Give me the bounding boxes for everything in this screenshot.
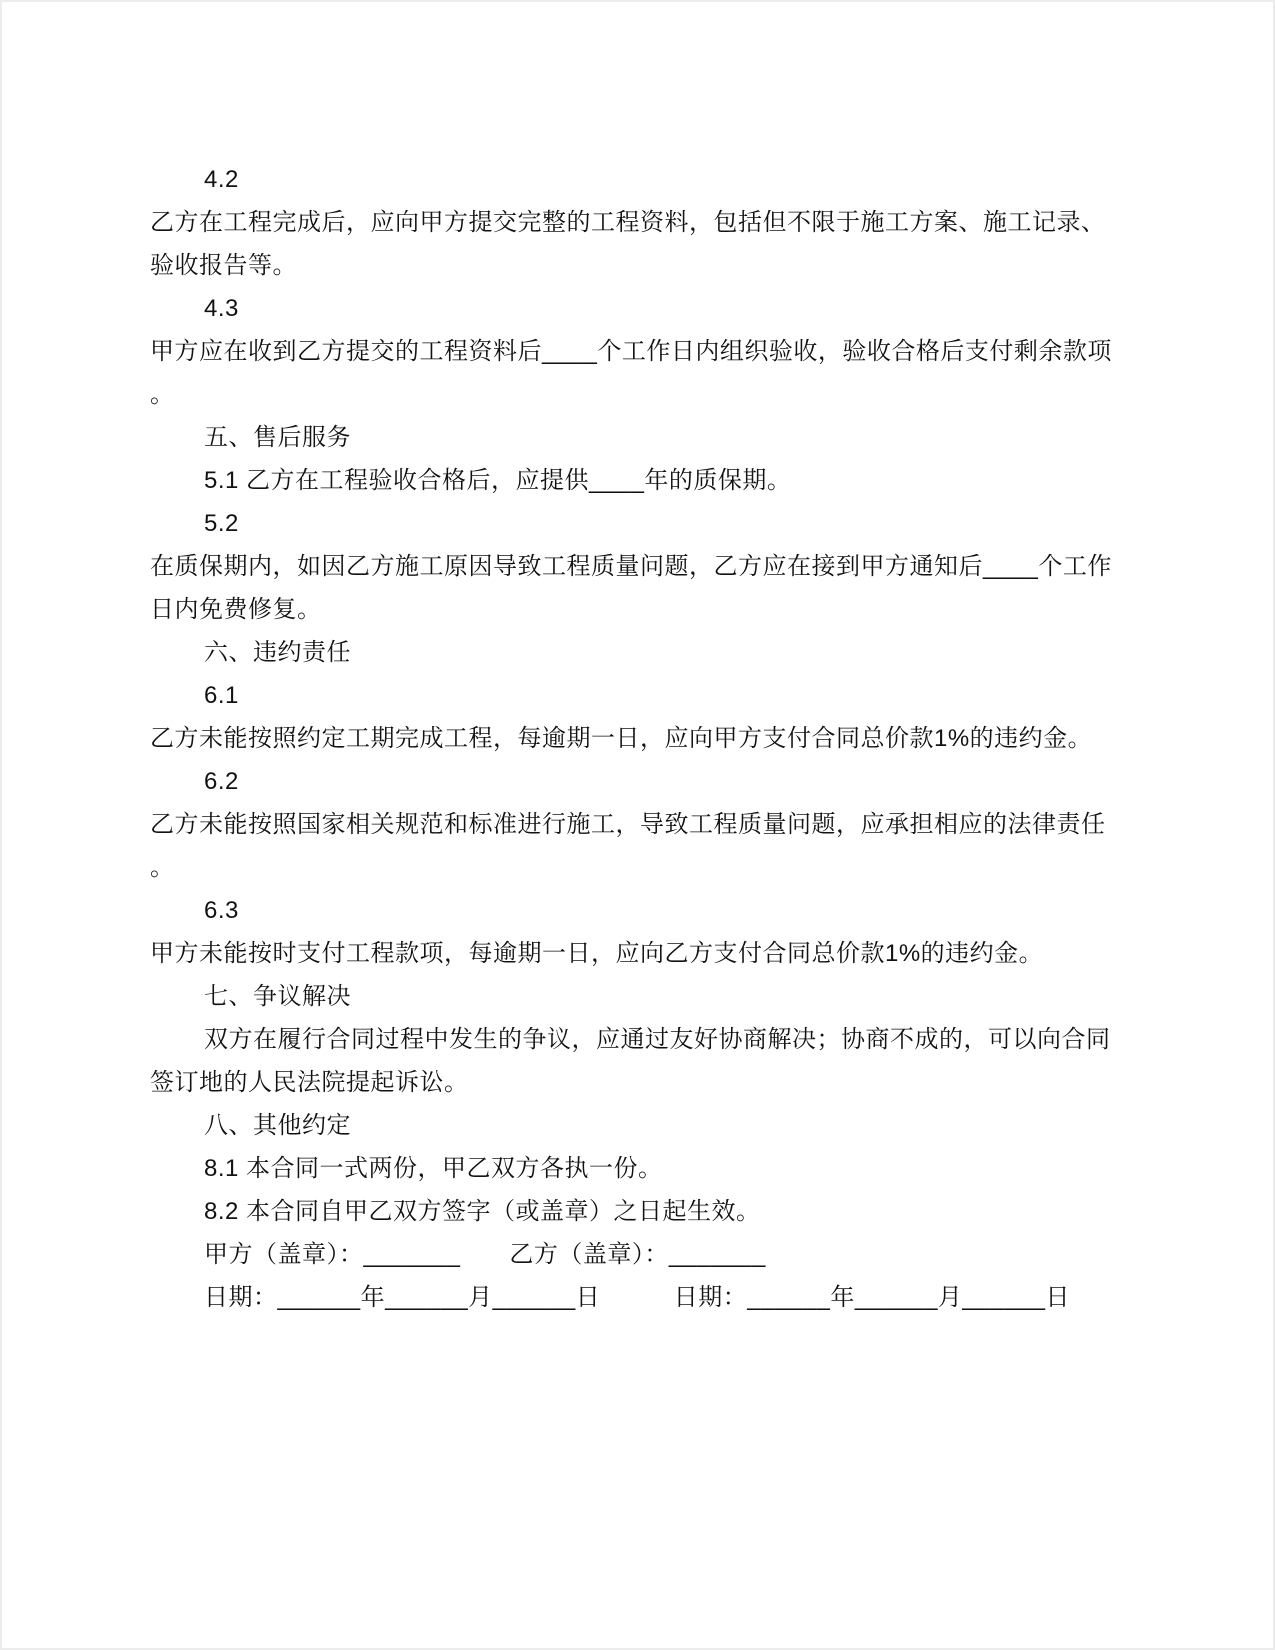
document-line: 乙方未能按照国家相关规范和标准进行施工，导致工程质量问题，应承担相应的法律责任 (150, 811, 1106, 838)
document-lines (150, 158, 1142, 1319)
document-line: 8.2 本合同自甲乙双方签字（或盖章）之日起生效。 (204, 1198, 761, 1225)
document-line: 五、售后服务 (204, 424, 351, 451)
document-line: 5.1 乙方在工程验收合格后，应提供____年的质保期。 (204, 467, 792, 494)
document-line: 6.1 (204, 682, 239, 709)
document-line: 七、争议解决 (204, 983, 351, 1010)
document-line: 4.2 (204, 166, 239, 193)
document-line: 乙方未能按照约定工期完成工程，每逾期一日，应向甲方支付合同总价款1%的违约金。 (150, 725, 1093, 752)
document-line: 。 (150, 854, 175, 881)
document-line: 。 (150, 381, 175, 408)
document-line: 日期：______年______月______日 日期：______年______月______日 (204, 1284, 1071, 1311)
document-line: 甲方（盖章）：_______ 乙方（盖章）：_______ (204, 1241, 766, 1268)
document-line: 6.3 (204, 897, 239, 924)
document-line: 日内免费修复。 (150, 596, 322, 623)
document-line: 六、违约责任 (204, 639, 351, 666)
document-line: 8.1 本合同一式两份，甲乙双方各执一份。 (204, 1155, 663, 1182)
document-line: 八、其他约定 (204, 1112, 351, 1139)
document-line: 6.2 (204, 768, 239, 795)
document-line: 签订地的人民法院提起诉讼。 (150, 1069, 469, 1096)
document-line: 5.2 (204, 510, 239, 537)
document-line: 甲方未能按时支付工程款项，每逾期一日，应向乙方支付合同总价款1%的违约金。 (150, 940, 1044, 967)
document-line: 乙方在工程完成后，应向甲方提交完整的工程资料，包括但不限于施工方案、施工记录、 (150, 209, 1106, 236)
document-line: 双方在履行合同过程中发生的争议，应通过友好协商解决；协商不成的，可以向合同 (204, 1026, 1111, 1053)
document-line: 甲方应在收到乙方提交的工程资料后____个工作日内组织验收，验收合格后支付剩余款项 (150, 338, 1112, 365)
document-line: 4.3 (204, 295, 239, 322)
document-line: 在质保期内，如因乙方施工原因导致工程质量问题，乙方应在接到甲方通知后____个工作 (150, 553, 1112, 580)
document-line: 验收报告等。 (150, 252, 297, 279)
